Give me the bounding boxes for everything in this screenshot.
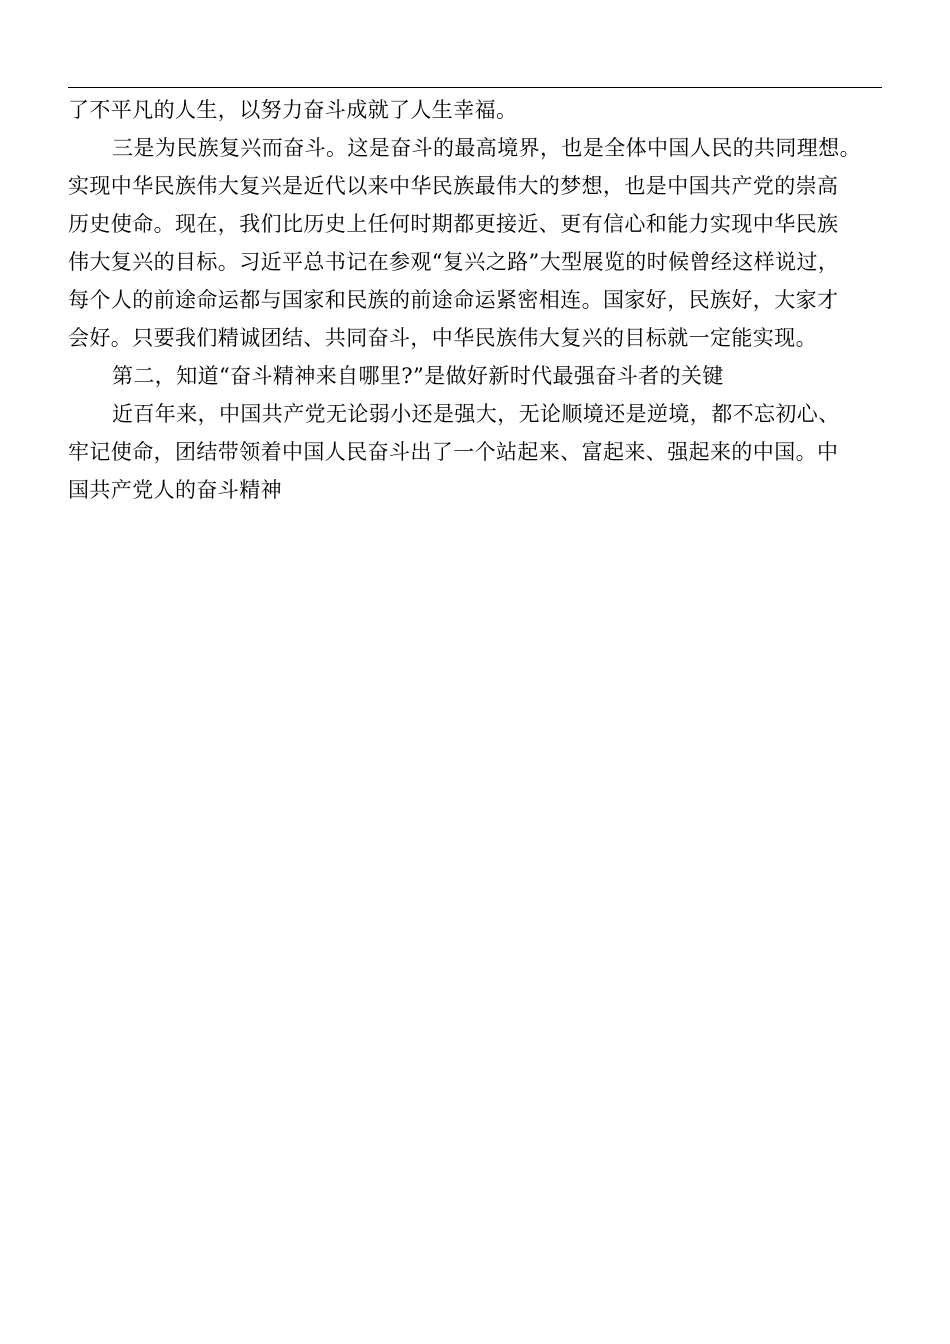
text-line: 牢记使命，团结带领着中国人民奋斗出了一个站起来、富起来、强起来的中国。中 [68, 440, 839, 464]
body-text [68, 91, 890, 509]
text-line: 了不平凡的人生，以努力奋斗成就了人生幸福。 [68, 98, 518, 122]
section-heading-second: 第二，知道“奋斗精神来自哪里?”是做好新时代最强奋斗者的关键 [112, 364, 724, 388]
text-line: 会好。只要我们精诚团结、共同奋斗，中华民族伟大复兴的目标就一定能实现。 [68, 326, 817, 350]
text-line: 国共产党人的奋斗精神 [68, 478, 282, 502]
text-line: 实现中华民族伟大复兴是近代以来中华民族最伟大的梦想，也是中国共产党的崇高 [68, 174, 839, 198]
header-rule [68, 87, 882, 88]
text-line: 每个人的前途命运都与国家和民族的前途命运紧密相连。国家好，民族好，大家才 [68, 288, 839, 312]
paragraph-national-rejuvenation: 三是为民族复兴而奋斗。这是奋斗的最高境界，也是全体中国人民的共同理想。 [112, 136, 861, 160]
paragraph-century: 近百年来，中国共产党无论弱小还是强大，无论顺境还是逆境，都不忘初心、 [112, 402, 840, 426]
text-line: 历史使命。现在，我们比历史上任何时期都更接近、更有信心和能力实现中华民族 [68, 212, 839, 236]
text-line: 伟大复兴的目标。习近平总书记在参观“复兴之路”大型展览的时候曾经这样说过， [68, 250, 840, 274]
